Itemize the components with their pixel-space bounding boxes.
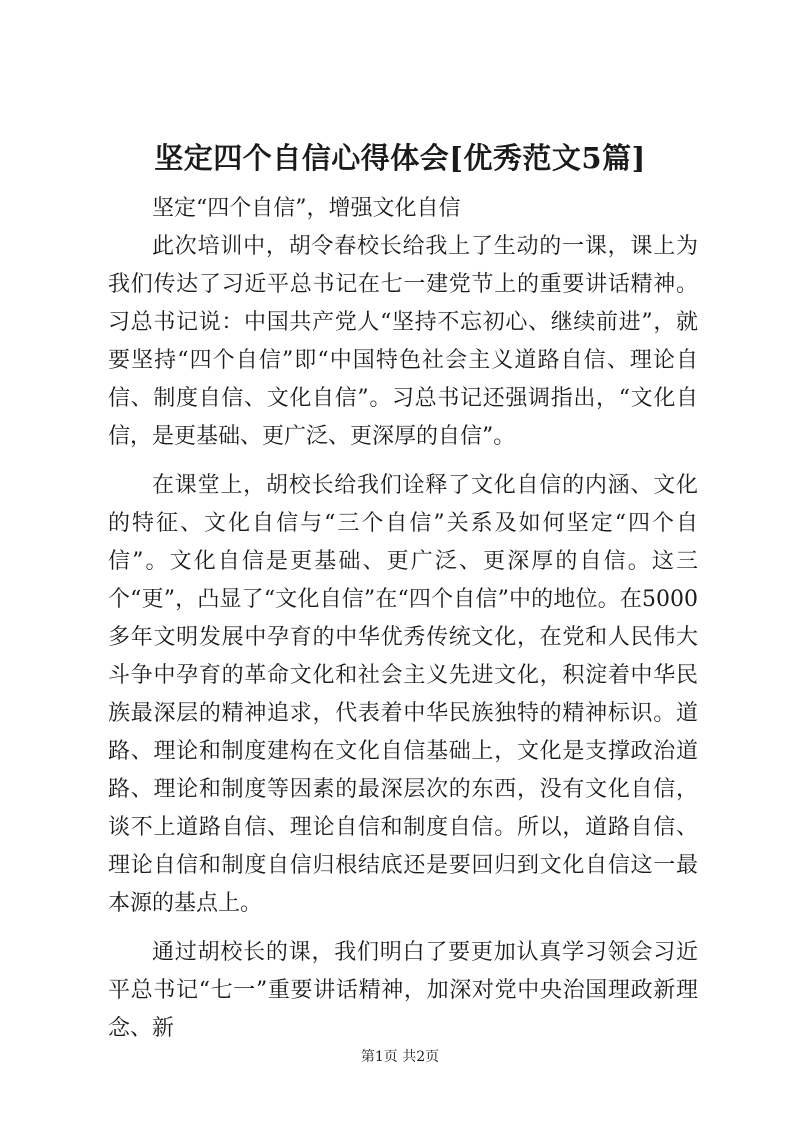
paragraph-1: 此次培训中，胡令春校长给我上了生动的一课，课上为我们传达了习近平总书记在七一建党节上的重要讲话精神。习总书记说：中国共产党人“坚持不忘初心、继续前进”，就要坚持“四个自信”即“中国特色社会主义道路自信、理论自信、制度自信、文化自信”。习总书记还强调指出，“文化自信，是更基础、更广泛、更深厚的自信”。 xyxy=(108,234,698,449)
document-title: 坚定四个自信心得体会[优秀范文5篇] xyxy=(154,141,646,175)
paragraph-3: 通过胡校长的课，我们明白了要更加认真学习领会习近平总书记“七一”重要讲话精神，加深对党中央治国理政新理念、新 xyxy=(108,940,698,1041)
page-footer: 第1页 共2页 xyxy=(360,1049,440,1065)
paragraph-2: 在课堂上，胡校长给我们诠释了文化自信的内涵、文化的特征、文化自信与“三个自信”关系及如何坚定“四个自信”。文化自信是更基础、更广泛、更深厚的自信。这三个“更”，凸显了“文化自信”在“四个自信”中的地位。在5000多年文明发展中孕育的中华优秀传统文化，在党和人民伟大斗争中孕育的革命文化和社会主义先进文化，积淀着中华民族最深层的精神追求，代表着中华民族独特的精神标识。道路、理论和制度建构在文化自信基础上，文化是支撑政治道路、理论和制度等因素的最深层次的东西，没有文化自信，谈不上道路自信、理论自信和制度自信。所以，道路自信、理论自信和制度自信归根结底还是要回归到文化自信这一最本源的基点上。 xyxy=(108,473,698,916)
document-subtitle: 坚定“四个自信”，增强文化自信 xyxy=(152,196,461,221)
document-body xyxy=(108,190,698,1048)
